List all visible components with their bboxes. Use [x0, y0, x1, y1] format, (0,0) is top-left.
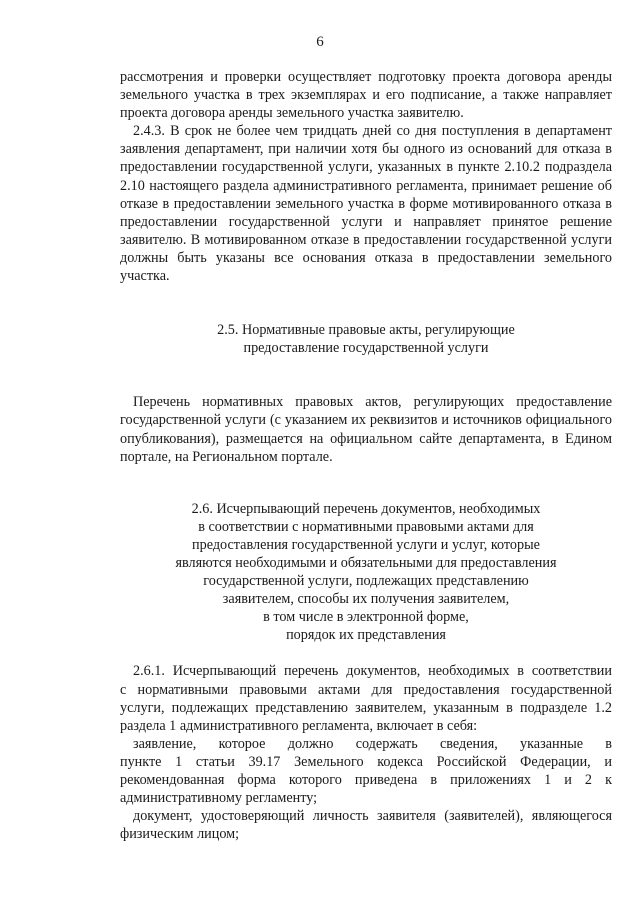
text-line: государственной услуги (с указанием их реквизитов и источников официального	[120, 412, 612, 429]
heading-line: 2.6. Исчерпывающий перечень документов, необходимых	[191, 500, 541, 517]
text-line: опубликования), размещается на официальном сайте департамента, в Едином	[120, 430, 612, 447]
text-line: проекта договора аренды земельного участка заявителю.	[120, 105, 464, 122]
heading-line: в соответствии с нормативными правовыми актами для	[198, 518, 534, 535]
heading-line: 2.5. Нормативные правовые акты, регулирующие	[217, 322, 515, 339]
text-line: пункте 1 статьи 39.17 Земельного кодекса Российской Федерации, и	[120, 753, 612, 770]
text-line: заявления департамент, при наличии хотя бы одного из оснований для отказа в	[120, 141, 612, 158]
paragraph-2-5-body	[120, 393, 612, 465]
heading-line: предоставления государственной услуги и услуг, которые	[192, 536, 540, 553]
text-line: 2.4.3. В срок не более чем тридцать дней со дня поступления в департамент	[133, 123, 612, 140]
text-line: земельного участка в трех экземплярах и его подписание, а также направляет	[120, 87, 612, 104]
heading-line: государственной услуги, подлежащих представлению	[203, 573, 529, 590]
text-line: Перечень нормативных правовых актов, регулирующих предоставление	[133, 394, 612, 411]
list-item-identity-document	[120, 807, 612, 843]
text-line: рассмотрения и проверки осуществляет подготовку проекта договора аренды	[120, 69, 612, 85]
text-line: 2.10 настоящего раздела административного регламента, принимает решение об	[120, 177, 612, 194]
heading-line: порядок их представления	[286, 627, 446, 644]
heading-line: являются необходимыми и обязательными для предоставления	[175, 554, 557, 571]
text-line: документ, удостоверяющий личность заявителя (заявителей), являющегося	[133, 808, 612, 825]
text-line: должны быть указаны все основания отказа в предоставлении земельного	[120, 249, 612, 266]
text-line: участка.	[120, 268, 170, 285]
text-line: портале, на Региональном портале.	[120, 448, 333, 465]
section-heading-2-6	[120, 500, 612, 645]
heading-line: заявителем, способы их получения заявителем,	[222, 591, 510, 608]
document-body	[120, 68, 612, 843]
page-number: 6	[316, 34, 324, 50]
text-line: 2.6.1. Исчерпывающий перечень документов, необходимых в соответствии	[133, 663, 612, 680]
text-line: отказе в предоставлении земельного участка в форме мотивированного отказа в	[120, 195, 612, 212]
text-line: физическим лицом;	[120, 826, 240, 843]
list-item-application	[120, 735, 612, 807]
paragraph-2-6-1	[120, 662, 612, 734]
heading-line: в том числе в электронной форме,	[263, 609, 469, 626]
paragraph-2-4-3	[120, 122, 612, 285]
text-line: рекомендованная форма которого приведена в приложениях 1 и 2 к	[120, 772, 612, 788]
text-line: предоставлении государственной услуги, указанных в пункте 2.10.2 подраздела	[120, 159, 612, 176]
section-heading-2-5	[120, 321, 612, 357]
text-line: заявление, которое должно содержать сведения, указанные в	[133, 735, 612, 752]
heading-line: предоставление государственной услуги	[243, 340, 489, 357]
text-line: предоставлении государственной услуги и направляет принятое решение	[120, 213, 612, 230]
text-line: с нормативными правовыми актами для предоставления государственной	[120, 681, 612, 698]
text-line: услуги, подлежащих представлению заявителем, указанным в подразделе 1.2	[120, 699, 612, 716]
text-line: административному регламенту;	[120, 790, 318, 807]
paragraph-continuation	[120, 68, 612, 122]
text-line: заявителю. В мотивированном отказе в предоставлении государственной услуги	[120, 231, 612, 248]
text-line: раздела 1 административного регламента, включает в себя:	[120, 717, 478, 734]
